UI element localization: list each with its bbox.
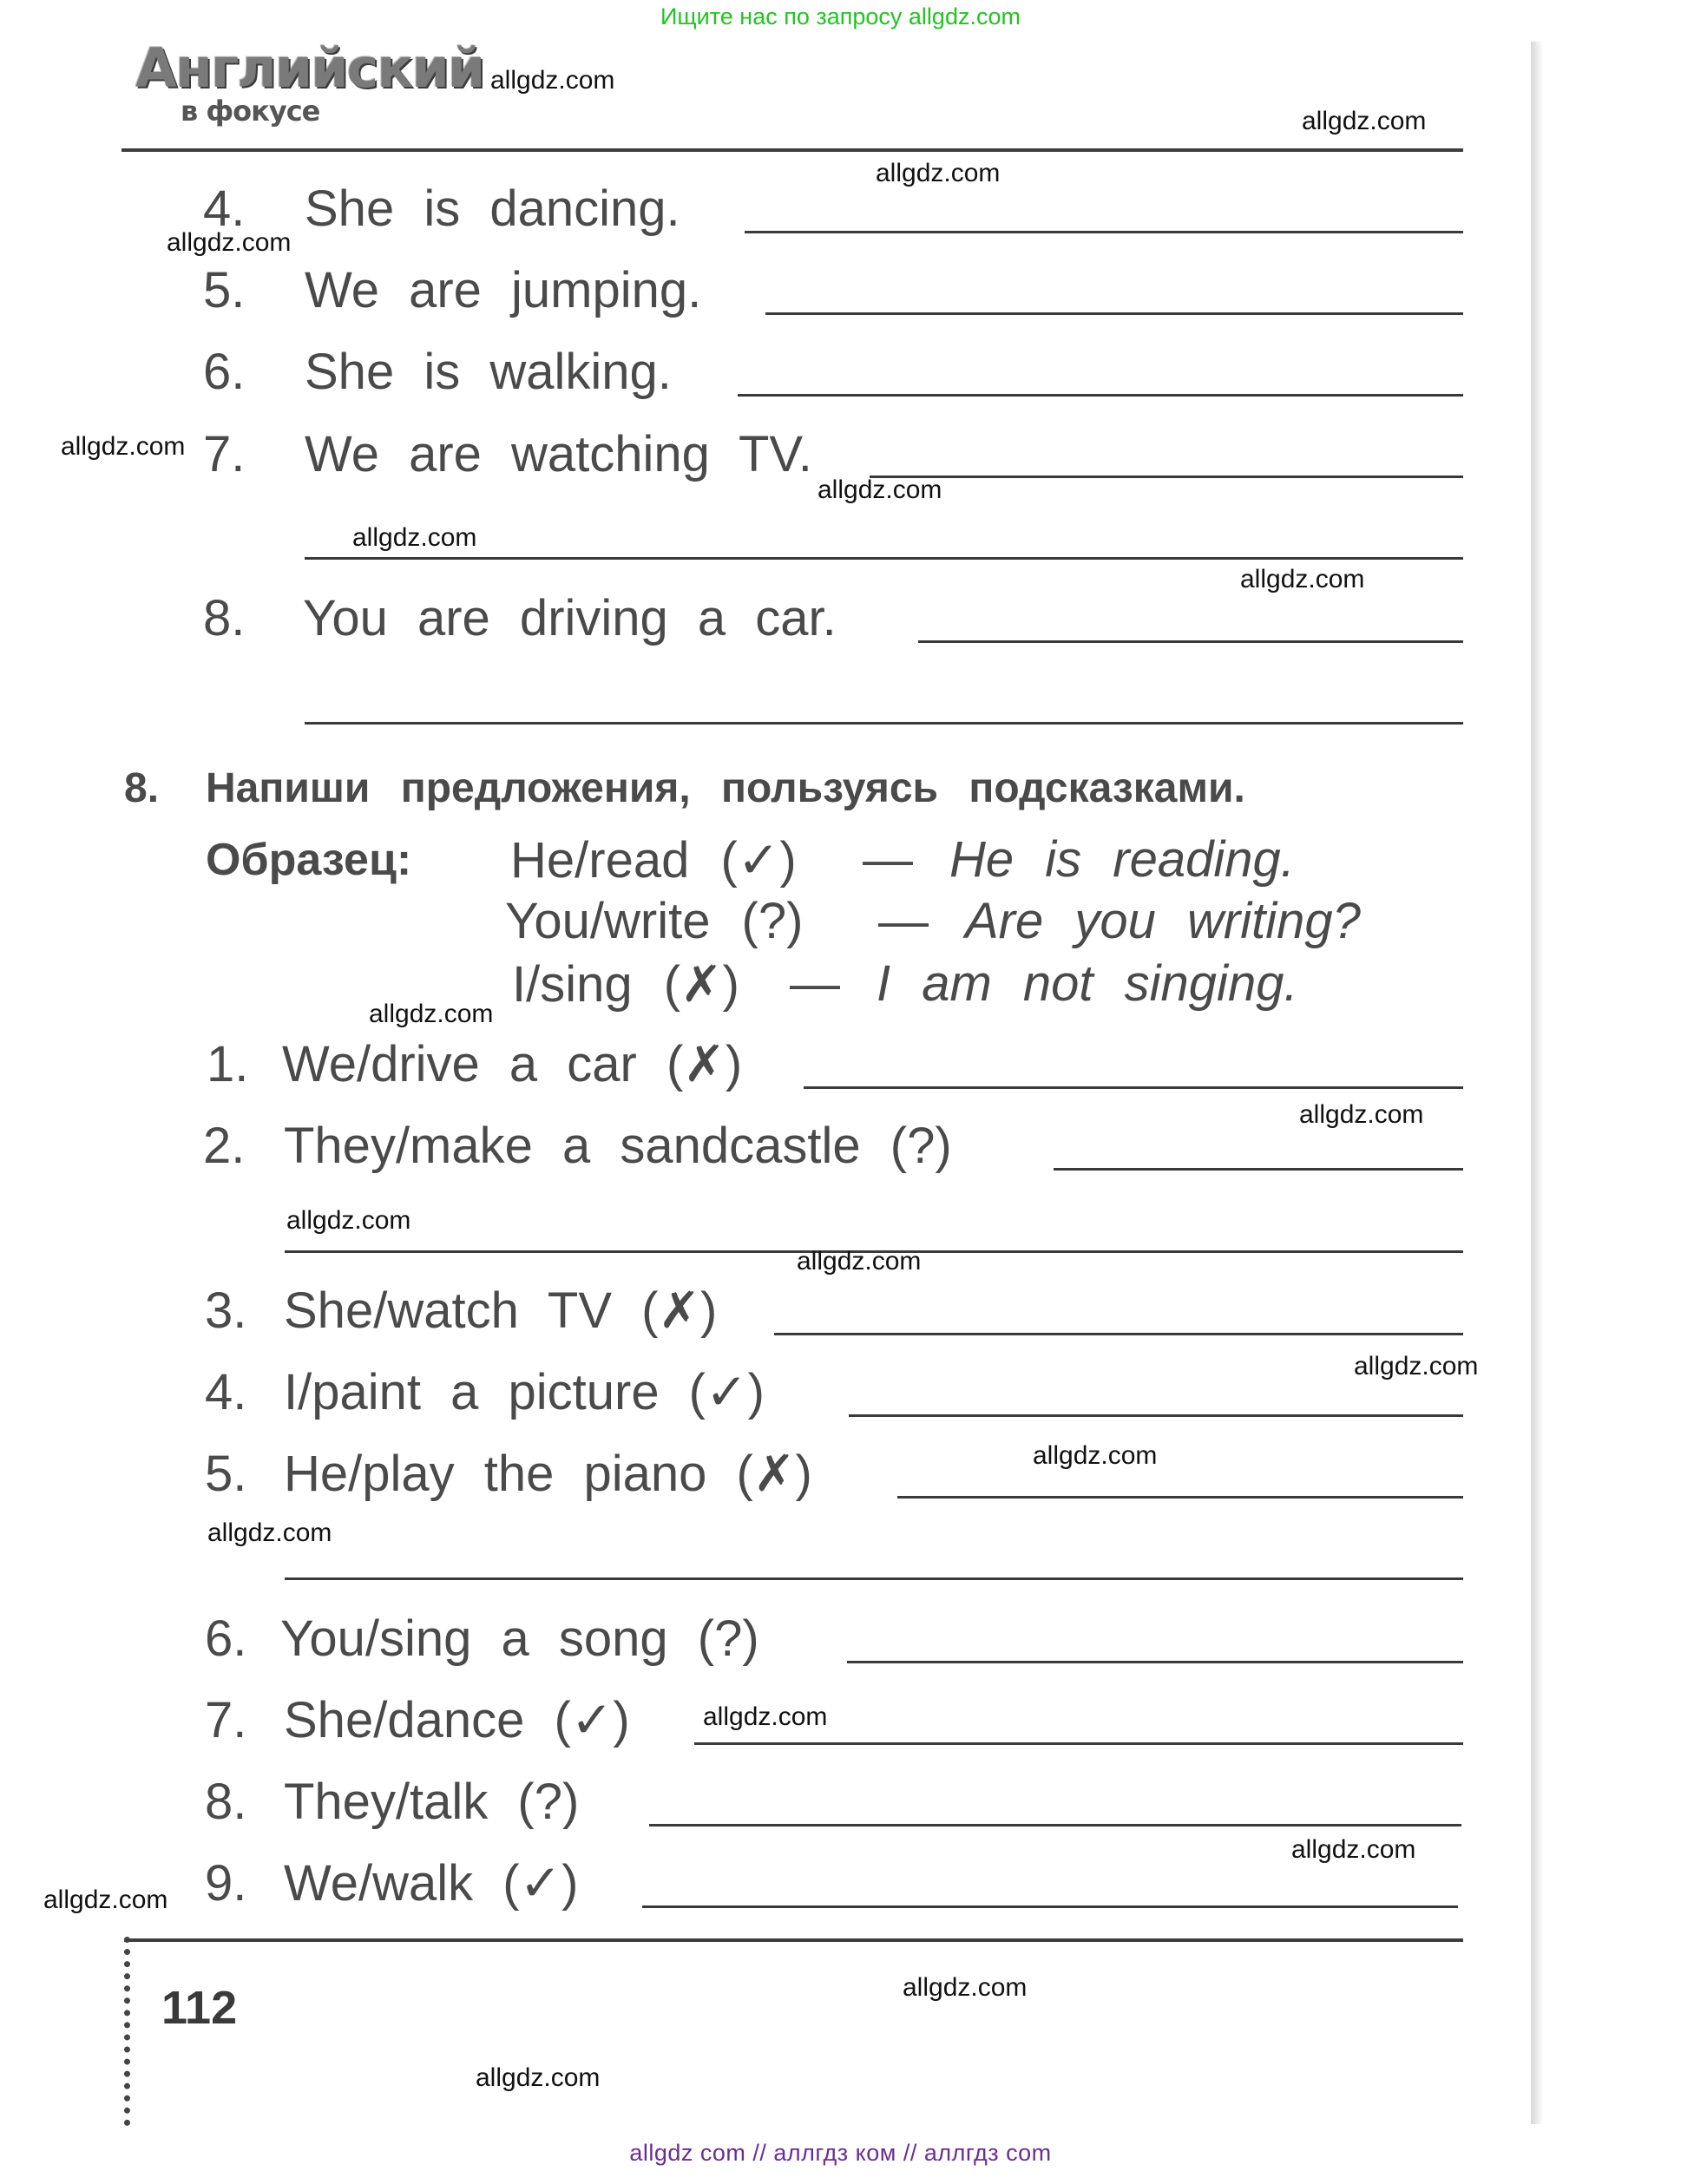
watermark: allgdz.com — [476, 2063, 601, 2092]
watermark: allgdz.com — [797, 1247, 922, 1276]
header-divider — [121, 148, 1463, 152]
list-item-text: I/paint a picture (✓) — [284, 1364, 765, 1420]
task-title: Напиши предложения, пользуясь подсказками. — [206, 765, 1245, 811]
list-item-number: 3. — [205, 1282, 247, 1339]
list-item-text: We/drive a car (✗) — [282, 1036, 743, 1092]
answer-line[interactable] — [1054, 1168, 1463, 1171]
answer-line[interactable] — [765, 312, 1463, 315]
list-item-number: 8. — [203, 590, 246, 646]
page-number: 112 — [161, 1982, 238, 2034]
example-dash: — — [878, 893, 929, 949]
answer-line[interactable] — [285, 1577, 1463, 1580]
answer-line[interactable] — [305, 557, 1463, 560]
watermark: allgdz.com — [61, 432, 186, 461]
watermark: allgdz.com — [490, 66, 615, 95]
sample-label: Образец: — [206, 835, 412, 885]
example-answer: I am not singing. — [877, 955, 1298, 1012]
task-number: 8. — [124, 765, 160, 811]
dotted-margin — [124, 1937, 130, 2126]
answer-line[interactable] — [918, 640, 1463, 643]
watermark: allgdz.com — [1354, 1352, 1479, 1381]
example-prompt: You/write (?) — [505, 893, 804, 949]
list-item-number: 5. — [205, 1446, 247, 1502]
answer-line[interactable] — [849, 1414, 1463, 1417]
list-item-text: You/sing a song (?) — [280, 1610, 759, 1667]
watermark: allgdz.com — [43, 1886, 168, 1914]
answer-line[interactable] — [305, 722, 1463, 725]
watermark: allgdz.com — [1302, 107, 1427, 135]
logo-subtitle: в фокусе — [181, 95, 320, 128]
answer-line[interactable] — [897, 1496, 1463, 1499]
list-item-text: We are watching TV. — [305, 426, 812, 482]
bottom-banner: allgdz com // аллгдз ком // аллгдз com — [629, 2140, 1052, 2166]
watermark: allgdz.com — [352, 523, 477, 552]
footer-divider — [124, 1938, 1463, 1942]
watermark: allgdz.com — [167, 228, 292, 257]
answer-line[interactable] — [738, 394, 1463, 397]
watermark: allgdz.com — [1291, 1835, 1416, 1864]
answer-line[interactable] — [745, 231, 1463, 233]
list-item-text: We are jumping. — [305, 262, 702, 318]
watermark: allgdz.com — [1172, 1251, 1297, 1280]
watermark: allgdz.com — [818, 475, 942, 504]
list-item-text: She/dance (✓) — [284, 1692, 630, 1748]
example-prompt: He/read (✓) — [510, 832, 797, 889]
answer-line[interactable] — [649, 1824, 1461, 1827]
list-item-number: 6. — [205, 1610, 247, 1667]
example-answer: Are you writing? — [965, 893, 1361, 949]
list-item-number: 5. — [203, 262, 246, 318]
answer-line[interactable] — [847, 1661, 1463, 1663]
list-item-text: They/make a sandcastle (?) — [284, 1118, 952, 1174]
list-item-text: He/play the piano (✗) — [284, 1446, 812, 1502]
list-item-text: They/talk (?) — [284, 1774, 580, 1830]
list-item-text: She/watch TV (✗) — [284, 1282, 718, 1339]
list-item-number: 6. — [203, 344, 246, 400]
list-item-number: 2. — [203, 1118, 246, 1174]
watermark: allgdz.com — [286, 1206, 411, 1235]
example-dash: — — [863, 831, 913, 888]
answer-line[interactable] — [804, 1086, 1463, 1089]
watermark: allgdz.com — [703, 1702, 828, 1731]
list-item-number: 1. — [207, 1036, 249, 1092]
list-item-number: 9. — [205, 1855, 247, 1912]
list-item-number: 4. — [203, 180, 246, 237]
page-edge-shadow — [1531, 42, 1543, 2124]
list-item-number: 7. — [203, 426, 246, 482]
list-item-text: She is dancing. — [305, 180, 680, 237]
list-item-text: You are driving a car. — [303, 590, 837, 646]
answer-line[interactable] — [642, 1905, 1458, 1908]
list-item-number: 8. — [205, 1774, 247, 1830]
example-prompt: I/sing (✗) — [512, 956, 739, 1013]
list-item-number: 7. — [205, 1692, 247, 1748]
answer-line[interactable] — [774, 1333, 1463, 1335]
watermark: allgdz.com — [369, 1000, 494, 1028]
example-answer: He is reading. — [949, 831, 1295, 888]
list-item-text: She is walking. — [305, 344, 672, 400]
list-item-text: We/walk (✓) — [284, 1855, 579, 1912]
answer-line[interactable] — [870, 475, 1463, 478]
watermark: allgdz.com — [1033, 1441, 1158, 1470]
watermark: allgdz.com — [1240, 565, 1365, 594]
example-dash: — — [790, 955, 840, 1012]
logo-title: Английский — [135, 36, 484, 100]
answer-line[interactable] — [694, 1742, 1463, 1745]
watermark: allgdz.com — [207, 1518, 332, 1547]
watermark: allgdz.com — [1172, 1217, 1297, 1245]
watermark: allgdz.com — [1299, 1100, 1424, 1129]
watermark: allgdz.com — [876, 159, 1001, 187]
list-item-number: 4. — [205, 1364, 247, 1420]
watermark: allgdz.com — [903, 1973, 1028, 2002]
top-banner: Ищите нас по запросу allgdz.com — [660, 3, 1021, 30]
